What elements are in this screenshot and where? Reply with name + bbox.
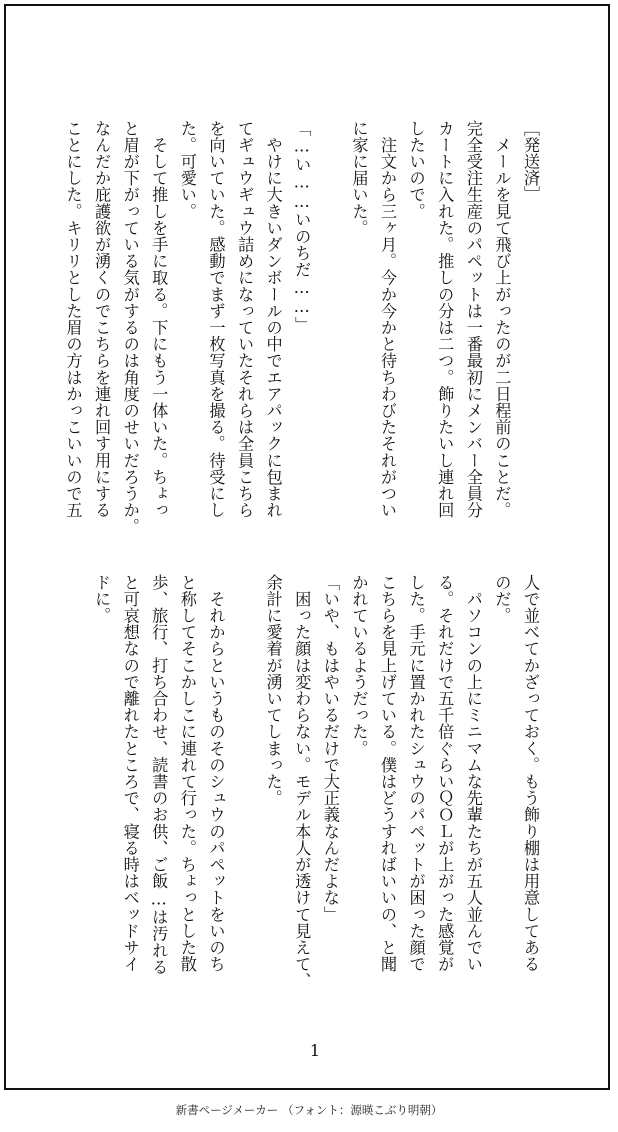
footer-caption: 新書ページメーカー （フォント：源暎こぶり明朝） xyxy=(175,1103,443,1117)
novel-page xyxy=(4,4,610,1090)
text-block-top: ［発送済］ メールを見て飛び上がったのが二日程前のことだ。 完全受注生産のパペットは一番最初にメンバー全員分 カートに入れた。推しの分は二つ。飾りたいし連れ回 したいので。 注文から三ヶ月。今か今かと待ちわびたそれがつい に家に届いた。 「…い……いのちだ……」 やけに大きいダンボールの中でエアパックに包まれ てギュウギュウ詰めになっていたそれらは全員こちら を向いていた。感動でまず一枚写真を撮る。待受にし た。可愛い。 そして推しを手に取る。下にもう一体いた。ちょっ と眉が下がっている気がするのは角度のせいだろうか。 なんだか庇護欲が湧くのでこちらを連れ回す用にする ことにした。キリリとした眉の方はかっこいいので五 xyxy=(63,120,540,535)
page-number: 1 xyxy=(309,1041,321,1060)
text-block-bottom: 人で並べてかざっておく。もう飾り棚は用意してある のだ。 パソコンの上にミニマムな先輩たちが五人並んでい る。それだけで五千倍ぐらいＱＯＬが上がった感覚が した。手元に置かれたシュウのパペットが困った顔で こちらを見上げている。僕はどうすればいいの、と聞 かれているようだった。 「いや、もはやいるだけで大正義なんだよな」 困った顔は変わらない。モデル本人が透けて見えて、 余計に愛着が湧いてしまった。 それからというものそのシュウのパペットをいのち と称してそこかしこに連れて行った。ちょっとした散 歩、旅行、打ち合わせ、読書のお供、ご飯…は汚れる と可哀想なので離れたところで、寝る時はベッドサイ ドに。 xyxy=(92,574,540,989)
